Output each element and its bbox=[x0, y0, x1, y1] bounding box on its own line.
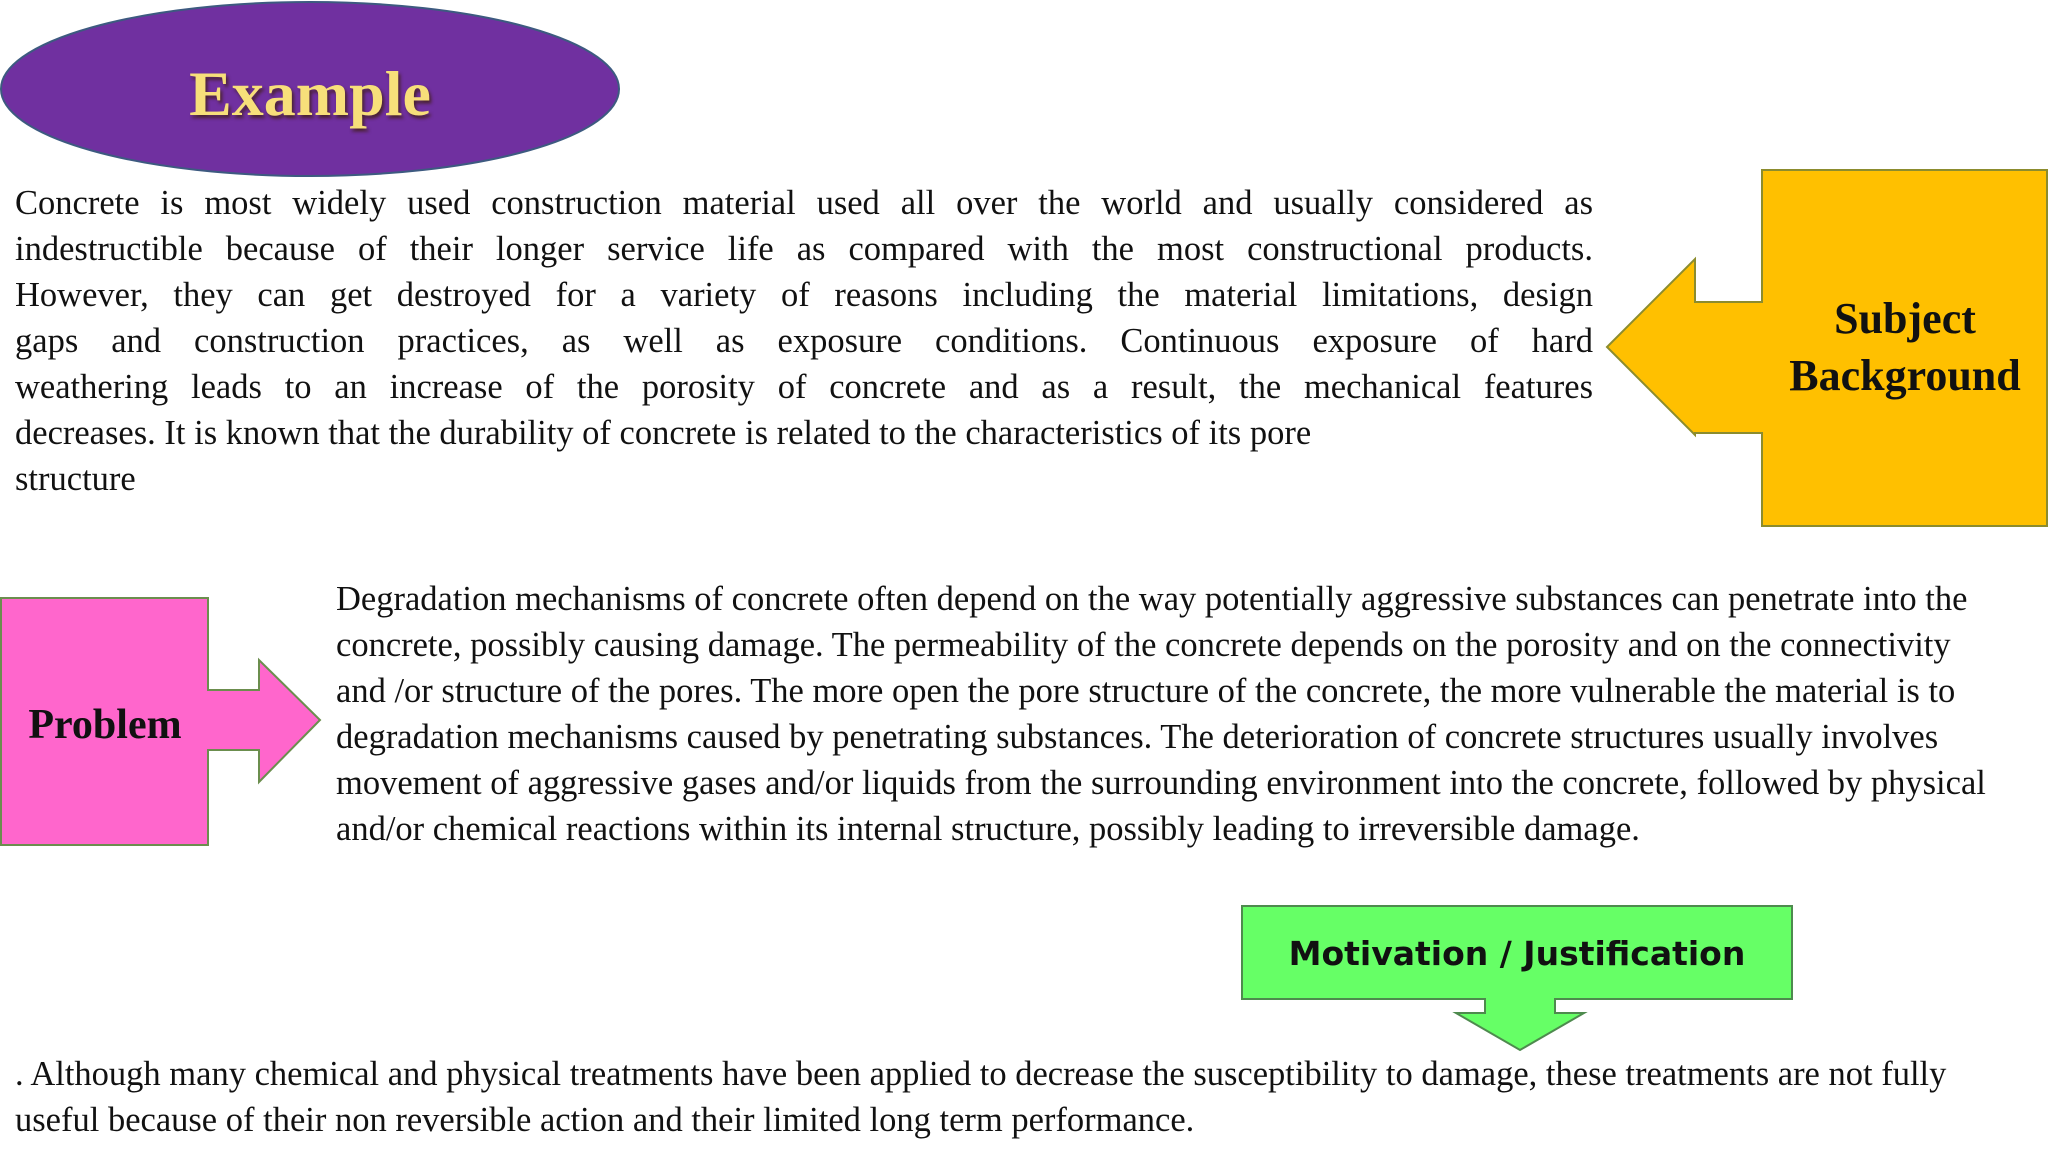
paragraph-line: gaps and construction practices, as well as exposure conditions. Continuous exposure of hard bbox=[15, 322, 1593, 360]
motivation-label: Motivation / Justification bbox=[1288, 934, 1746, 973]
background-paragraph bbox=[15, 180, 1593, 502]
problem-label: Problem bbox=[28, 702, 182, 748]
paragraph-line: decreases. It is known that the durability of concrete is related to the characteristics of its pore bbox=[15, 414, 1312, 452]
paragraph-line: However, they can get destroyed for a variety of reasons including the material limitations, design bbox=[15, 276, 1593, 314]
paragraph-line: Concrete is most widely used construction material used all over the world and usually considered as bbox=[15, 184, 1593, 222]
paragraph-line: indestructible because of their longer service life as compared with the most constructional products. bbox=[15, 230, 1593, 268]
paragraph-line: structure bbox=[15, 460, 136, 498]
subject-background-label-line: Background bbox=[1789, 351, 2021, 400]
subject-background-label-line: Subject bbox=[1834, 294, 1976, 343]
problem-paragraph: Degradation mechanisms of concrete often depend on the way potentially aggressive substances can penetrate into the concrete, possibly causing damage. The permeability of the concrete depends on the porosity and on the connectivity and /or structure of the pores. The more open the pore structure of the concrete, the more vulnerable the material is to degradation mechanisms caused by penetrating substances. The deterioration of concrete structures usually involves movement of aggressive gases and/or liquids from the surrounding environment into the concrete, followed by physical and/or chemical reactions within its internal structure, possibly leading to irreversible damage. bbox=[336, 580, 1986, 848]
motivation-paragraph: . Although many chemical and physical treatments have been applied to decrease the susceptibility to damage, these treatments are not fully useful because of their non reversible action and their limited long term performance. bbox=[15, 1055, 1947, 1139]
title-label: Example bbox=[189, 58, 431, 129]
paragraph-line: weathering leads to an increase of the porosity of concrete and as a result, the mechanical features bbox=[15, 368, 1593, 406]
subject-background-label bbox=[1762, 290, 2048, 404]
